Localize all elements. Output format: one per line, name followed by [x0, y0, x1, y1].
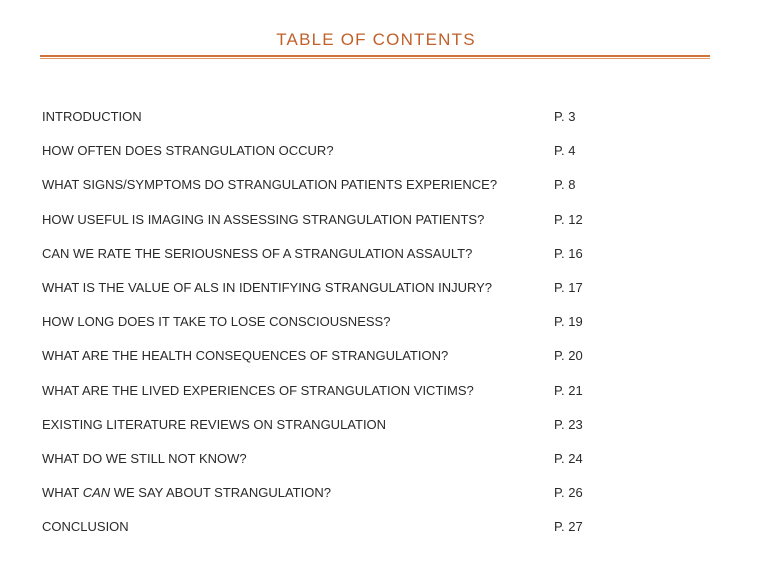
toc-entry-label-text: WHAT: [42, 485, 83, 501]
toc-entry[interactable]: [42, 142, 602, 176]
toc-entry-page-number: P. 23: [554, 416, 583, 432]
table-of-contents: [42, 108, 602, 552]
title-underline-secondary: [40, 58, 710, 59]
toc-entry-label-text: HOW LONG DOES IT TAKE TO LOSE CONSCIOUSNESS?: [42, 314, 391, 330]
toc-entry-page-number: P. 17: [554, 279, 583, 295]
toc-entry[interactable]: [42, 347, 602, 381]
toc-entry-label-text: INTRODUCTION: [42, 109, 142, 124]
toc-entry-label: [42, 518, 129, 536]
toc-entry-label: [42, 176, 497, 194]
toc-entry-page-number: P. 26: [554, 485, 583, 501]
toc-entry-label: [42, 313, 390, 331]
toc-entry-label: [42, 450, 247, 468]
toc-entry-label: [42, 484, 331, 502]
toc-entry-page-number: P. 16: [554, 245, 583, 261]
toc-entry[interactable]: [42, 108, 602, 142]
toc-entry-label-emphasis: CAN: [82, 485, 111, 501]
toc-entry[interactable]: [42, 313, 602, 347]
page-title: TABLE OF CONTENTS: [276, 30, 476, 49]
toc-entry[interactable]: [42, 211, 602, 245]
toc-entry[interactable]: [42, 382, 602, 416]
toc-entry[interactable]: [42, 450, 602, 484]
toc-entry-page-number: P. 21: [554, 382, 583, 398]
toc-entry-page-number: P. 4: [554, 143, 576, 159]
toc-entry-label-text: WHAT DO WE STILL NOT KNOW?: [42, 450, 247, 466]
toc-entry-label: [42, 142, 334, 160]
toc-entry-label-text: WHAT ARE THE HEALTH CONSEQUENCES OF STRANGULATION?: [42, 348, 449, 364]
toc-entry-label-text-rest: WE SAY ABOUT STRANGULATION?: [110, 485, 331, 501]
toc-entry-page-number: P. 27: [554, 519, 583, 535]
toc-entry-label: [42, 347, 448, 365]
title-underline: [40, 55, 710, 57]
toc-entry-label: [42, 416, 386, 434]
toc-entry[interactable]: [42, 176, 602, 210]
toc-entry-label-text: EXISTING LITERATURE REVIEWS ON STRANGULATION: [42, 416, 387, 432]
toc-entry-label-text: HOW OFTEN DOES STRANGULATION OCCUR?: [42, 143, 334, 159]
toc-entry-page-number: P. 20: [554, 348, 583, 364]
toc-entry-label-text: WHAT IS THE VALUE OF ALS IN IDENTIFYING STRANGULATION INJURY?: [42, 279, 493, 295]
toc-entry-label-text: CAN WE RATE THE SERIOUSNESS OF A STRANGULATION ASSAULT?: [42, 245, 473, 261]
toc-entry-label-text: WHAT SIGNS/SYMPTOMS DO STRANGULATION PATIENTS EXPERIENCE?: [42, 177, 498, 193]
toc-entry-label-text: HOW USEFUL IS IMAGING IN ASSESSING STRANGULATION PATIENTS?: [42, 211, 485, 227]
toc-entry-page-number: P. 8: [554, 177, 576, 193]
toc-entry-label: [42, 108, 142, 126]
toc-entry-page-number: P. 19: [554, 314, 583, 330]
toc-entry-label: [42, 279, 492, 297]
toc-entry-page-number: P. 3: [554, 109, 576, 124]
toc-entry-label: [42, 245, 472, 263]
toc-entry[interactable]: [42, 245, 602, 279]
toc-entry-label-text: CONCLUSION: [42, 519, 129, 535]
toc-entry[interactable]: [42, 518, 602, 552]
toc-entry[interactable]: [42, 416, 602, 450]
toc-entry[interactable]: [42, 484, 602, 518]
toc-entry-page-number: P. 12: [554, 211, 583, 227]
toc-entry[interactable]: [42, 279, 602, 313]
toc-entry-label: [42, 382, 474, 400]
toc-entry-label-text: WHAT ARE THE LIVED EXPERIENCES OF STRANGULATION VICTIMS?: [42, 382, 474, 398]
toc-entry-page-number: P. 24: [554, 450, 583, 466]
toc-entry-label: [42, 211, 484, 229]
